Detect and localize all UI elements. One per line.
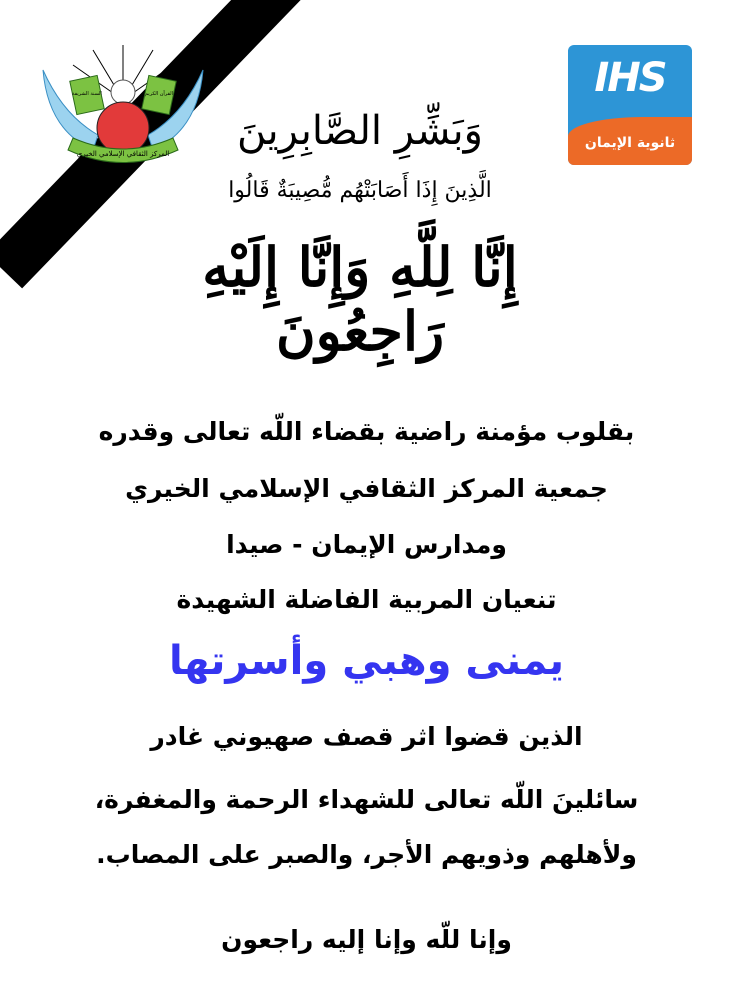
verse-line-2: الَّذِينَ إِذَا أَصَابَتْهُم مُّصِيبَةٌ قَالُوا [228, 178, 492, 203]
closing-line: وإنا للّه وإنا إليه راجعون [221, 925, 512, 954]
emblem-ribbon-text: المركز الثقافي الإسلامي الخيري [76, 150, 170, 158]
verse-line-3: إِنَّا لِلَّهِ وَإِنَّا إِلَيْهِ رَاجِعُونَ [202, 235, 518, 363]
prayer-line-2: ولأهلهم وذويهم الأجر، والصبر على المصاب. [96, 840, 637, 869]
body-line-3: ومدارس الإيمان - صيدا [226, 530, 507, 559]
body-line-1: بقلوب مؤمنة راضية بقضاء اللّه تعالى وقدره [98, 417, 635, 446]
emblem-book-left-text: السنة الشريفة [72, 91, 102, 97]
deceased-name: يمنى وهبي وأسرتها [168, 638, 565, 684]
prayer-line-1: سائلينَ اللّه تعالى للشهداء الرحمة والمغفرة، [94, 785, 639, 814]
logo-mark: IHS [594, 55, 666, 101]
after-name-line: الذين قضوا اثر قصف صهيوني غادر [150, 722, 583, 751]
verse-line-1: وَبَشِّرِ الصَّابِرِينَ [237, 108, 483, 154]
body-line-2: جمعية المركز الثقافي الإسلامي الخيري [125, 474, 608, 503]
logo-name: ثانوية الإيمان [584, 135, 676, 151]
body-line-4: تنعيان المربية الفاضلة الشهيدة [176, 585, 557, 614]
iman-school-logo [568, 45, 692, 165]
emblem-book-right-text: القرآن الكريم [144, 91, 174, 97]
